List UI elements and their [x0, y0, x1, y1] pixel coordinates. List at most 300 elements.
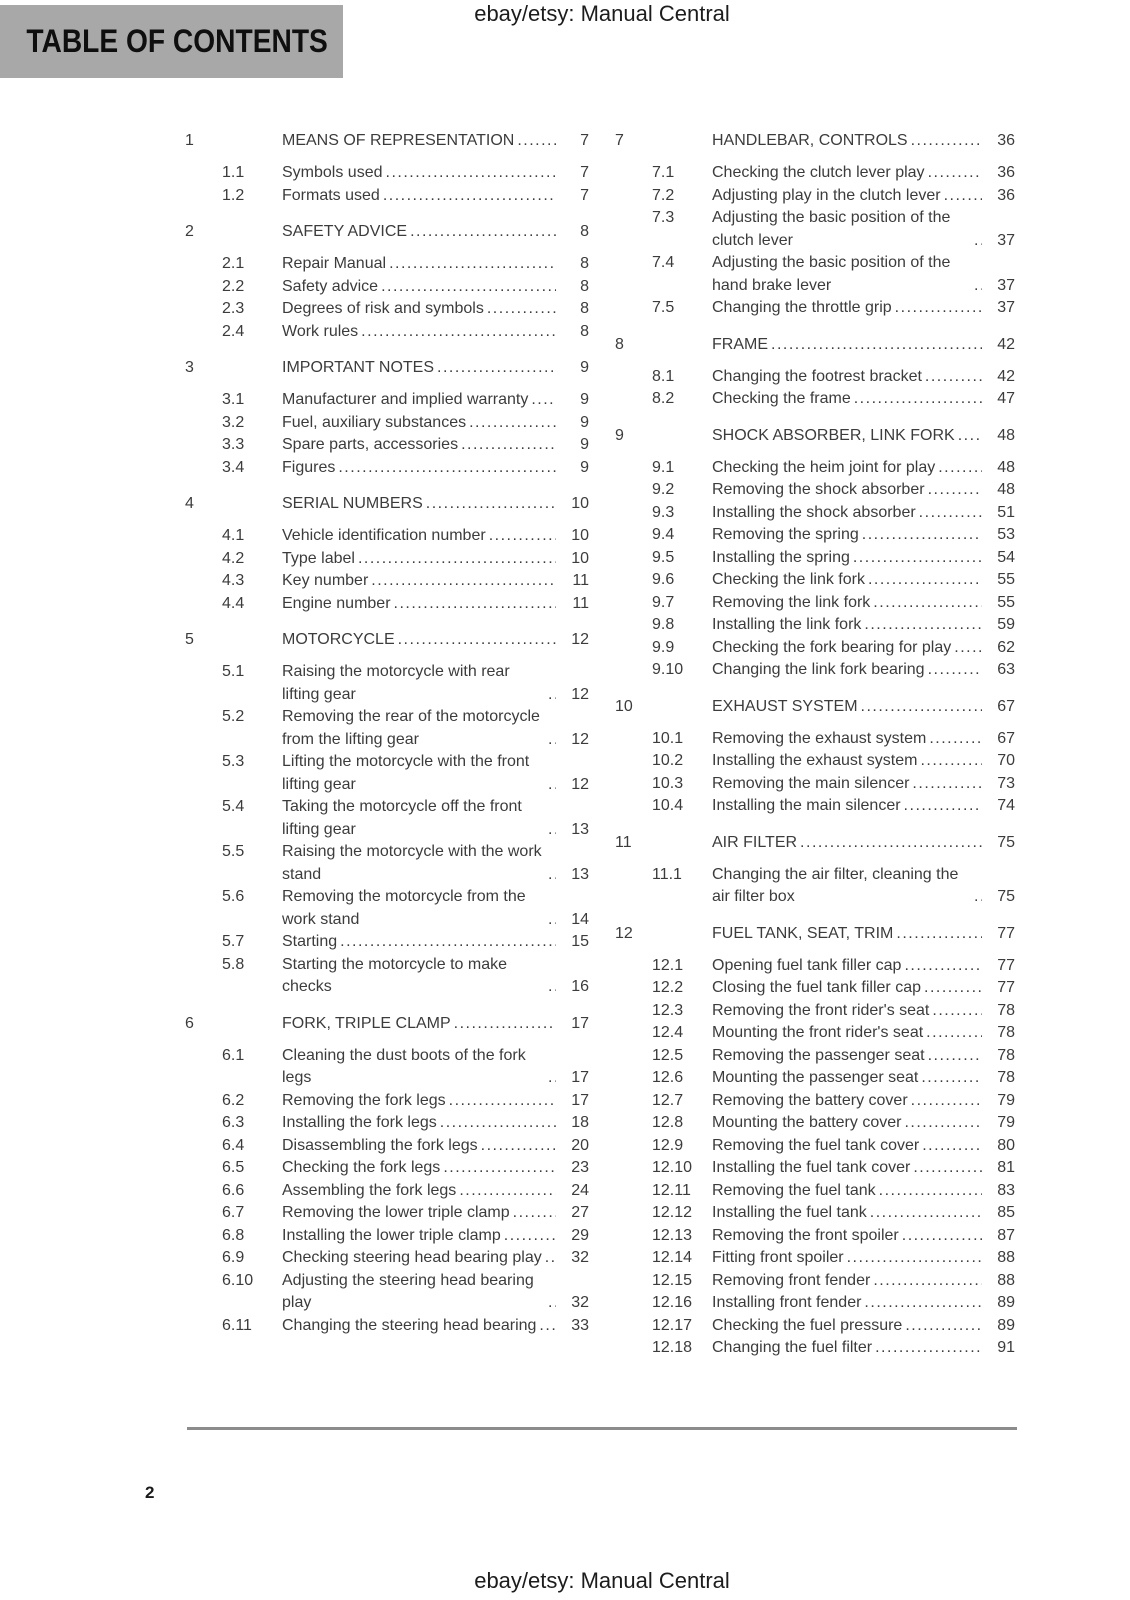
- toc-entry-title: Safety advice: [282, 277, 379, 295]
- toc-item-row: [615, 1337, 1015, 1360]
- toc-leader-dots: [487, 298, 556, 321]
- toc-entry-page: 17: [571, 1091, 589, 1109]
- header-running-title: ebay/etsy: Manual Central: [474, 1, 730, 26]
- toc-leader-dots: [913, 1157, 982, 1180]
- toc-item-row: [185, 796, 589, 841]
- toc-entry-page: 7: [580, 186, 589, 204]
- toc-leader-dots: [443, 1157, 556, 1180]
- toc-entry-title: Removing the front spoiler: [712, 1226, 899, 1244]
- toc-entry-number: 10: [615, 697, 633, 715]
- toc-entry-number: 9.1: [652, 458, 675, 476]
- toc-entry-page: 63: [997, 661, 1015, 678]
- toc-entry-number: 7.2: [652, 186, 675, 204]
- toc-leader-dots: [389, 253, 556, 276]
- toc-entry-page: 14: [571, 910, 589, 928]
- toc-entry-title: Adjusting play in the clutch lever: [712, 186, 941, 204]
- toc-entry-number: 9.8: [652, 616, 675, 633]
- toc-entry-number: 9.9: [652, 638, 675, 656]
- toc-item-row: [615, 1292, 1015, 1315]
- toc-entry-page: 29: [571, 1226, 589, 1244]
- toc-entry-title: Assembling the fork legs: [282, 1181, 457, 1199]
- toc-entry-title: Adjusting the basic position of the clutch lever: [712, 209, 951, 249]
- toc-chapter-row: [185, 357, 589, 379]
- toc-leader-dots: [398, 629, 556, 651]
- toc-item-row: [185, 185, 589, 208]
- toc-item-row: [615, 1112, 1015, 1135]
- toc-leader-dots: [361, 321, 556, 344]
- toc-entry-page: 33: [571, 1316, 589, 1334]
- toc-entry-page: 11: [572, 572, 589, 589]
- toc-leader-dots: [340, 931, 556, 954]
- toc-entry-number: 7.1: [652, 164, 675, 181]
- toc-entry-page: 15: [571, 933, 589, 950]
- toc-entry-number: 8.2: [652, 390, 675, 407]
- toc-entry-title: Checking the frame: [712, 390, 851, 407]
- toc-item-row: [185, 457, 589, 480]
- toc-item-row: [615, 750, 1015, 773]
- toc-entry-page: 32: [571, 1249, 589, 1266]
- toc-leader-dots: [896, 923, 982, 945]
- toc-item-row: [615, 479, 1015, 502]
- toc-entry-title: Removing the passenger seat: [712, 1046, 925, 1064]
- toc-leader-dots: [548, 774, 556, 797]
- toc-entry-page: 51: [997, 503, 1015, 521]
- toc-entry-title: Lifting the motorcycle with the front lifting gear: [282, 753, 530, 793]
- toc-item-row: [615, 1135, 1015, 1158]
- toc-entry-number: 4: [185, 495, 194, 512]
- toc-leader-dots: [531, 389, 556, 412]
- toc-leader-dots: [929, 728, 982, 751]
- toc-entry-title: Mounting the passenger seat: [712, 1069, 919, 1086]
- toc-item-row: [615, 795, 1015, 818]
- toc-leader-dots: [861, 696, 982, 718]
- toc-entry-number: 5.5: [222, 843, 245, 860]
- toc-entry-title: Raising the motorcycle with the work stand: [282, 843, 542, 883]
- toc-entry-page: 8: [580, 300, 589, 317]
- toc-entry-number: 9.10: [652, 661, 684, 678]
- toc-entry-page: 37: [997, 231, 1015, 249]
- toc-item-row: [615, 977, 1015, 1000]
- footer-divider: [187, 1427, 1017, 1430]
- toc-item-row: [185, 1090, 589, 1113]
- toc-column-right: [615, 130, 1015, 1360]
- toc-entry-page: 8: [580, 277, 589, 295]
- toc-entry-number: 12.17: [652, 1316, 693, 1334]
- toc-leader-dots: [875, 1337, 982, 1360]
- toc-leader-dots: [338, 457, 556, 480]
- toc-entry-number: 5.4: [222, 798, 245, 815]
- toc-entry-number: 5.6: [222, 888, 245, 905]
- toc-entry-title: Mounting the battery cover: [712, 1114, 902, 1131]
- toc-leader-dots: [879, 1180, 982, 1203]
- toc-entry-page: 91: [997, 1339, 1015, 1356]
- toc-leader-dots: [862, 524, 982, 547]
- toc-entry-page: 81: [997, 1159, 1015, 1176]
- toc-entry-title: MEANS OF REPRESENTATION: [282, 132, 515, 149]
- toc-item-row: [615, 1157, 1015, 1180]
- toc-item-row: [185, 412, 589, 435]
- toc-item-row: [185, 751, 589, 796]
- toc-item-row: [615, 457, 1015, 480]
- toc-entry-page: 10: [571, 549, 589, 567]
- toc-entry-page: 89: [997, 1316, 1015, 1334]
- toc-leader-dots: [386, 162, 557, 185]
- toc-entry-number: 6.11: [222, 1316, 252, 1334]
- toc-entry-page: 47: [997, 390, 1015, 407]
- toc-entry-page: 13: [571, 865, 589, 883]
- toc-chapter-row: [185, 221, 589, 243]
- toc-entry-title: Removing the rear of the motorcycle from the lifting gear: [282, 708, 540, 748]
- toc-item-row: [615, 569, 1015, 592]
- toc-entry-title: Installing the main silencer: [712, 797, 901, 814]
- toc-entry-title: Opening fuel tank filler cap: [712, 956, 902, 974]
- toc-leader-dots: [548, 684, 556, 707]
- toc-entry-title: FORK, TRIPLE CLAMP: [282, 1014, 451, 1032]
- toc-entry-title: Installing the exhaust system: [712, 752, 918, 769]
- toc-item-row: [615, 1247, 1015, 1270]
- toc-entry-page: 79: [997, 1114, 1015, 1131]
- toc-leader-dots: [902, 1225, 982, 1248]
- toc-entry-number: 1: [185, 132, 194, 149]
- toc-item-row: [185, 162, 589, 185]
- toc-leader-dots: [513, 1202, 556, 1225]
- toc-entry-title: Installing the spring: [712, 548, 850, 566]
- toc-item-row: [185, 298, 589, 321]
- toc-entry-page: 37: [997, 276, 1015, 294]
- toc-entry-title: Changing the footrest bracket: [712, 367, 922, 385]
- toc-leader-dots: [440, 1112, 556, 1135]
- toc-leader-dots: [928, 659, 982, 682]
- toc-entry-page: 17: [571, 1069, 589, 1086]
- toc-leader-dots: [924, 977, 982, 1000]
- toc-item-row: [615, 614, 1015, 637]
- toc-chapter-row: [185, 629, 589, 651]
- toc-entry-page: 8: [580, 223, 589, 240]
- toc-entry-number: 9.6: [652, 571, 675, 588]
- toc-leader-dots: [371, 570, 556, 593]
- toc-leader-dots: [449, 1090, 556, 1113]
- toc-entry-title: Adjusting the steering head bearing play: [282, 1271, 534, 1311]
- toc-entry-title: Closing the fuel tank filler cap: [712, 979, 921, 996]
- toc-leader-dots: [437, 357, 556, 379]
- toc-entry-number: 6.9: [222, 1249, 245, 1266]
- toc-leader-dots: [847, 1247, 982, 1270]
- toc-entry-page: 36: [997, 186, 1015, 204]
- toc-entry-page: 18: [571, 1114, 589, 1131]
- toc-leader-dots: [895, 297, 982, 320]
- toc-leader-dots: [911, 1090, 982, 1113]
- toc-item-row: [615, 502, 1015, 525]
- toc-entry-page: 9: [580, 436, 589, 453]
- toc-entry-page: 70: [997, 752, 1015, 769]
- toc-item-row: [615, 1225, 1015, 1248]
- toc-entry-page: 48: [997, 458, 1015, 476]
- toc-item-row: [185, 548, 589, 571]
- toc-entry-number: 12.5: [652, 1046, 684, 1064]
- toc-entry-title: Removing the main silencer: [712, 774, 910, 792]
- toc-entry-number: 12.15: [652, 1271, 693, 1289]
- toc-entry-number: 1.1: [222, 164, 245, 181]
- toc-entry-number: 9.7: [652, 593, 675, 611]
- toc-entry-number: 12.1: [652, 956, 684, 974]
- toc-entry-number: 12.12: [652, 1204, 693, 1221]
- toc-entry-page: 78: [997, 1024, 1015, 1041]
- toc-leader-dots: [919, 502, 982, 525]
- toc-leader-dots: [958, 425, 982, 447]
- toc-chapter-row: [615, 334, 1015, 356]
- toc-entry-number: 5.2: [222, 708, 245, 725]
- toc-item-row: [185, 593, 589, 616]
- toc-entry-number: 12.3: [652, 1001, 684, 1019]
- toc-entry-title: Checking the fuel pressure: [712, 1316, 903, 1334]
- toc-entry-title: Raising the motorcycle with rear lifting gear: [282, 663, 510, 703]
- toc-leader-dots: [489, 525, 556, 548]
- toc-entry-page: 77: [997, 979, 1015, 996]
- toc-entry-number: 5: [185, 631, 194, 648]
- toc-item-row: [185, 321, 589, 344]
- toc-entry-title: Removing the battery cover: [712, 1091, 908, 1109]
- toc-entry-title: Removing the link fork: [712, 593, 871, 611]
- toc-item-row: [615, 1045, 1015, 1068]
- toc-entry-number: 6: [185, 1014, 194, 1032]
- toc-entry-number: 4.4: [222, 594, 245, 612]
- toc-item-row: [185, 1247, 589, 1270]
- toc-entry-page: 77: [997, 924, 1015, 942]
- toc-entry-page: 9: [580, 458, 589, 476]
- toc-column-left: [185, 130, 589, 1337]
- toc-entry-page: 10: [571, 495, 589, 512]
- toc-entry-number: 9.5: [652, 548, 675, 566]
- toc-entry-page: 9: [580, 359, 589, 376]
- toc-leader-dots: [944, 185, 982, 208]
- toc-entry-title: SHOCK ABSORBER, LINK FORK: [712, 426, 955, 444]
- toc-leader-dots: [864, 614, 982, 637]
- toc-item-row: [615, 1022, 1015, 1045]
- toc-entry-title: Mounting the front rider's seat: [712, 1024, 924, 1041]
- toc-entry-title: Checking steering head bearing play: [282, 1249, 542, 1266]
- toc-entry-title: Starting the motorcycle to make checks: [282, 955, 507, 995]
- toc-item-row: [615, 1202, 1015, 1225]
- toc-leader-dots: [925, 366, 982, 389]
- toc-entry-number: 3.3: [222, 436, 245, 453]
- toc-item-row: [185, 1180, 589, 1203]
- toc-item-row: [615, 185, 1015, 208]
- toc-leader-dots: [481, 1135, 556, 1158]
- toc-item-row: [615, 955, 1015, 978]
- footer-running-title: ebay/etsy: Manual Central: [474, 1568, 730, 1593]
- toc-leader-dots: [904, 1112, 982, 1135]
- toc-entry-title: Installing the shock absorber: [712, 503, 916, 521]
- toc-chapter-row: [185, 1013, 589, 1035]
- toc-entry-title: Manufacturer and implied warranty: [282, 391, 529, 408]
- toc-entry-number: 10.1: [652, 729, 684, 747]
- toc-entry-title: FUEL TANK, SEAT, TRIM: [712, 924, 894, 942]
- toc-entry-title: Removing the front rider's seat: [712, 1001, 930, 1019]
- toc-entry-page: 10: [571, 527, 589, 544]
- toc-entry-number: 6.7: [222, 1204, 245, 1221]
- toc-entry-title: Type label: [282, 549, 355, 567]
- toc-entry-title: IMPORTANT NOTES: [282, 359, 435, 376]
- toc-entry-number: 10.3: [652, 774, 684, 792]
- toc-entry-title: Removing the motorcycle from the work stand: [282, 888, 526, 928]
- toc-leader-dots: [381, 276, 556, 299]
- toc-entry-number: 3.4: [222, 458, 245, 476]
- toc-entry-title: Checking the fork bearing for play: [712, 638, 952, 656]
- toc-entry-number: 4.3: [222, 572, 245, 589]
- toc-entry-title: Changing the throttle grip: [712, 299, 892, 316]
- toc-chapter-row: [615, 130, 1015, 152]
- toc-entry-number: 10.2: [652, 752, 684, 769]
- toc-entry-number: 7.4: [652, 254, 675, 271]
- toc-entry-number: 12.11: [652, 1181, 691, 1199]
- toc-entry-page: 23: [571, 1159, 589, 1176]
- toc-leader-dots: [922, 1135, 982, 1158]
- toc-entry-number: 6.10: [222, 1271, 254, 1289]
- toc-entry-title: Cleaning the dust boots of the fork legs: [282, 1046, 526, 1086]
- toc-leader-dots: [469, 412, 556, 435]
- toc-entry-number: 9: [615, 426, 624, 444]
- toc-entry-title: Disassembling the fork legs: [282, 1136, 478, 1154]
- toc-entry-number: 3.1: [222, 391, 245, 408]
- toc-entry-page: 20: [571, 1136, 589, 1154]
- toc-entry-title: Figures: [282, 458, 336, 476]
- toc-item-row: [185, 1112, 589, 1135]
- toc-entry-title: Adjusting the basic position of the hand brake lever: [712, 254, 951, 294]
- toc-entry-title: Installing the fuel tank cover: [712, 1159, 911, 1176]
- toc-entry-page: 88: [997, 1249, 1015, 1266]
- toc-entry-page: 36: [997, 164, 1015, 181]
- toc-item-row: [615, 1315, 1015, 1338]
- toc-item-row: [185, 1202, 589, 1225]
- toc-entry-number: 5.7: [222, 933, 245, 950]
- toc-entry-page: 13: [571, 820, 589, 838]
- toc-entry-page: 32: [571, 1294, 589, 1311]
- toc-entry-page: 55: [997, 593, 1015, 611]
- toc-entry-number: 2.2: [222, 277, 245, 295]
- toc-entry-title: MOTORCYCLE: [282, 631, 395, 648]
- toc-entry-title: Key number: [282, 572, 369, 589]
- toc-leader-dots: [920, 750, 982, 773]
- toc-entry-number: 12.2: [652, 979, 684, 996]
- toc-entry-number: 12.7: [652, 1091, 684, 1109]
- toc-leader-dots: [410, 221, 556, 243]
- toc-leader-dots: [911, 130, 982, 152]
- toc-item-row: [185, 1045, 589, 1090]
- toc-leader-dots: [904, 955, 982, 978]
- toc-entry-page: 62: [997, 638, 1015, 656]
- toc-entry-page: 77: [997, 956, 1015, 974]
- toc-leader-dots: [539, 1315, 556, 1338]
- toc-entry-number: 7: [615, 132, 624, 149]
- toc-entry-title: Checking the clutch lever play: [712, 164, 925, 181]
- toc-entry-number: 5.1: [222, 663, 245, 680]
- toc-item-row: [185, 253, 589, 276]
- toc-item-row: [185, 706, 589, 751]
- toc-entry-page: 17: [571, 1014, 589, 1032]
- toc-entry-number: 12: [615, 924, 633, 942]
- toc-entry-number: 11: [615, 833, 632, 851]
- toc-entry-page: 53: [997, 526, 1015, 543]
- toc-leader-dots: [905, 1315, 982, 1338]
- toc-entry-page: 75: [997, 888, 1015, 905]
- toc-entry-number: 12.14: [652, 1249, 693, 1266]
- toc-entry-title: Checking the heim joint for play: [712, 458, 936, 476]
- toc-entry-title: FRAME: [712, 335, 768, 353]
- toc-entry-page: 12: [571, 631, 589, 648]
- toc-leader-dots: [358, 548, 556, 571]
- toc-entry-page: 42: [997, 367, 1015, 385]
- toc-entry-page: 78: [997, 1046, 1015, 1064]
- toc-entry-number: 2: [185, 223, 194, 240]
- toc-entry-page: 48: [997, 481, 1015, 498]
- toc-entry-number: 2.4: [222, 322, 245, 340]
- toc-leader-dots: [853, 547, 982, 570]
- toc-entry-page: 73: [997, 774, 1015, 792]
- toc-entry-title: Repair Manual: [282, 255, 387, 272]
- toc-entry-page: 89: [997, 1294, 1015, 1311]
- toc-entry-page: 67: [997, 729, 1015, 747]
- toc-entry-page: 88: [997, 1271, 1015, 1289]
- toc-chapter-row: [185, 493, 589, 515]
- toc-entry-title: Installing front fender: [712, 1294, 862, 1311]
- toc-entry-number: 6.3: [222, 1114, 245, 1131]
- toc-item-row: [185, 1225, 589, 1248]
- toc-entry-number: 3.2: [222, 413, 245, 431]
- toc-item-row: [615, 252, 1015, 297]
- toc-entry-title: Fuel, auxiliary substances: [282, 413, 467, 431]
- toc-entry-number: 8: [615, 335, 624, 353]
- toc-item-row: [185, 661, 589, 706]
- toc-entry-page: 83: [997, 1181, 1015, 1199]
- toc-entry-number: 11.1: [652, 865, 682, 883]
- toc-entry-page: 9: [580, 413, 589, 431]
- toc-entry-page: 55: [997, 571, 1015, 588]
- toc-item-row: [615, 207, 1015, 252]
- toc-entry-title: Changing the fuel filter: [712, 1339, 873, 1356]
- toc-entry-page: 78: [997, 1001, 1015, 1019]
- toc-entry-number: 6.4: [222, 1136, 245, 1154]
- toc-entry-number: 12.4: [652, 1024, 684, 1041]
- toc-entry-title: Taking the motorcycle off the front lifting gear: [282, 798, 522, 838]
- toc-entry-title: Formats used: [282, 186, 380, 204]
- toc-entry-title: Work rules: [282, 322, 359, 340]
- toc-entry-number: 12.8: [652, 1114, 684, 1131]
- toc-entry-page: 7: [580, 132, 589, 149]
- toc-item-row: [185, 570, 589, 593]
- toc-entry-number: 3: [185, 359, 194, 376]
- toc-entry-page: 78: [997, 1069, 1015, 1086]
- toc-chapter-row: [615, 696, 1015, 718]
- toc-item-row: [185, 1315, 589, 1338]
- toc-entry-page: 8: [580, 322, 589, 340]
- toc-item-row: [185, 841, 589, 886]
- toc-item-row: [185, 525, 589, 548]
- toc-leader-dots: [800, 832, 982, 854]
- toc-entry-number: 6.8: [222, 1226, 245, 1244]
- toc-item-row: [615, 1270, 1015, 1293]
- toc-leader-dots: [426, 493, 556, 515]
- toc-entry-page: 37: [997, 299, 1015, 316]
- toc-entry-number: 1.2: [222, 186, 245, 204]
- toc-entry-title: Spare parts, accessories: [282, 436, 459, 453]
- toc-entry-page: 24: [571, 1181, 589, 1199]
- toc-leader-dots: [854, 388, 982, 411]
- toc-chapter-row: [615, 923, 1015, 945]
- toc-entry-page: 87: [997, 1226, 1015, 1244]
- toc-leader-dots: [868, 569, 982, 592]
- toc-entry-number: 6.5: [222, 1159, 245, 1176]
- toc-entry-page: 48: [997, 426, 1015, 444]
